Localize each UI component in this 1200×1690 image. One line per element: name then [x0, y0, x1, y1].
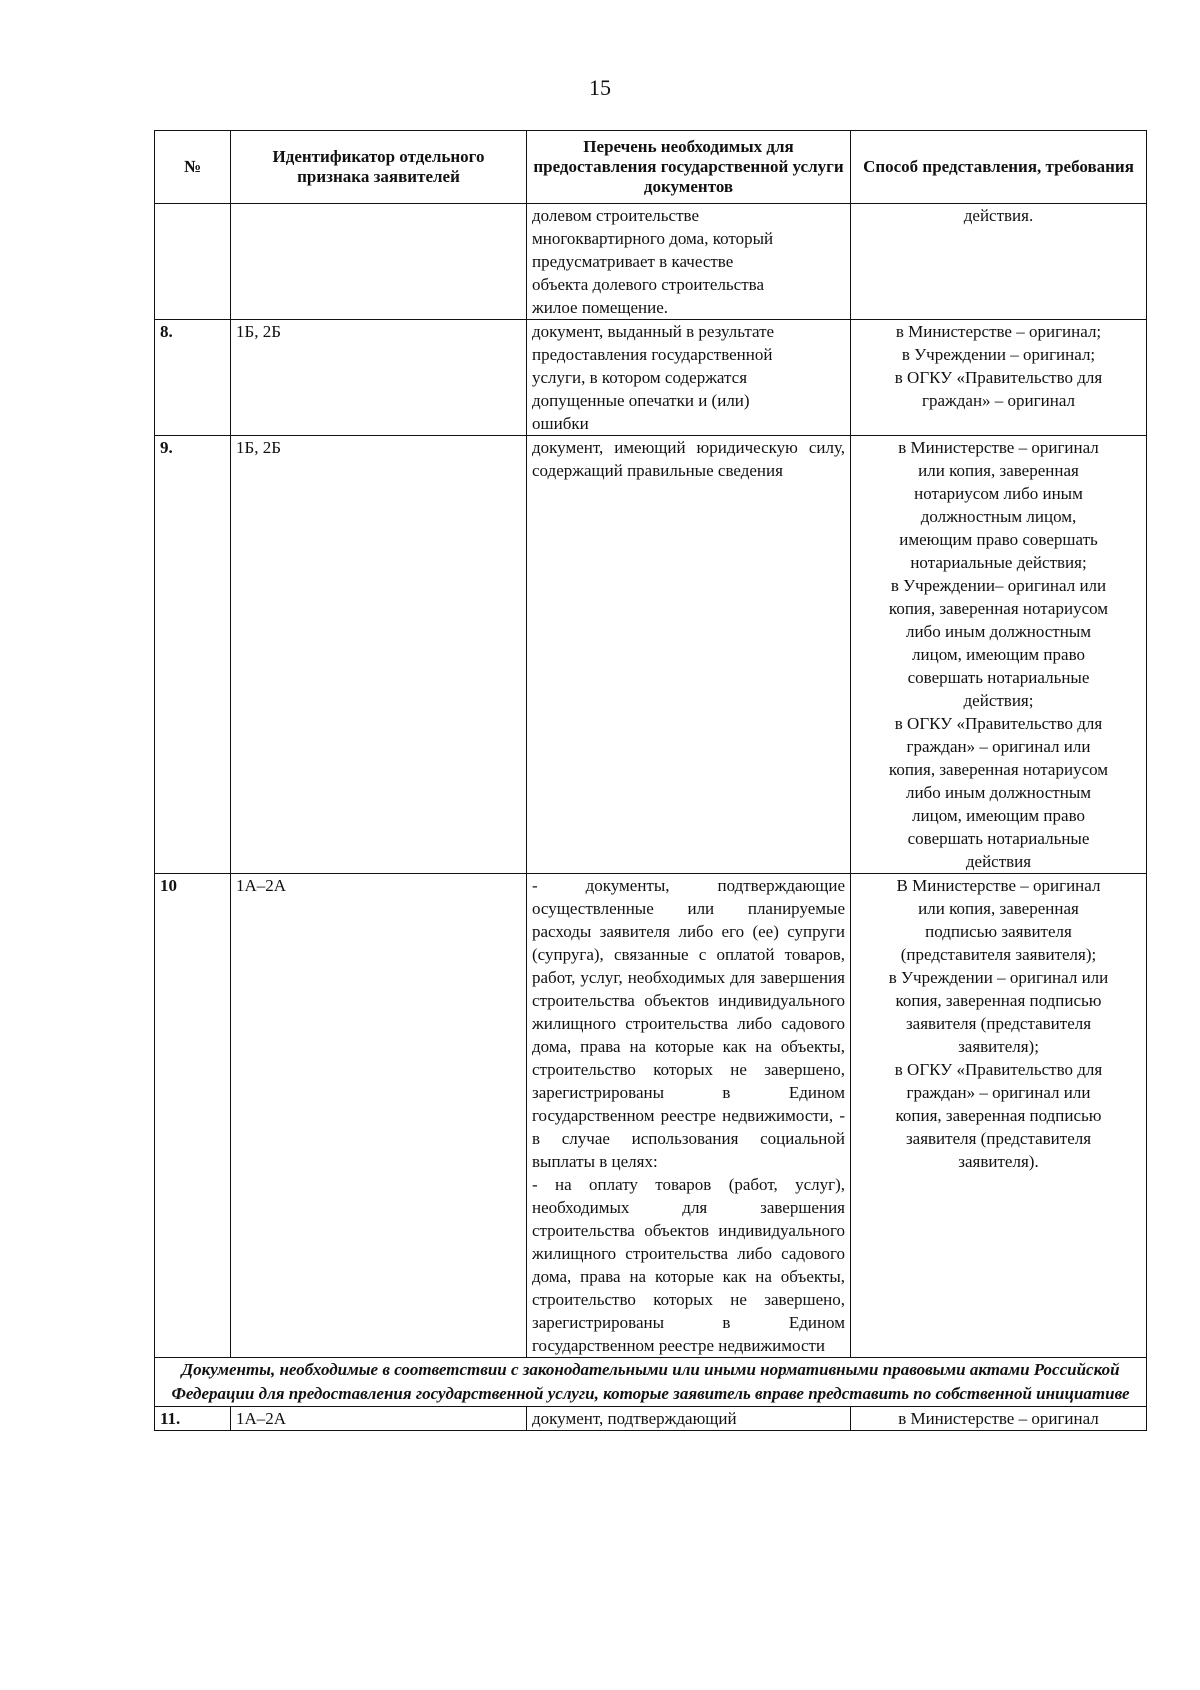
header-identifier: Идентификатор отдельного признака заявителей	[231, 131, 527, 204]
header-number: №	[155, 131, 231, 204]
cell-identifier	[231, 204, 527, 320]
text-line: в Учреждении– оригинал или	[890, 576, 1107, 595]
cell-method: в Министерстве – оригинал	[851, 1407, 1147, 1431]
section-heading: Документы, необходимые в соответствии с законодательными или иными нормативными правовыми актами Российской Федерации для предоставления государственной услуги, которые заявитель вправе представить по собственной инициативе	[155, 1358, 1147, 1407]
text-line: нотариальные действия;	[910, 553, 1087, 572]
text-line: предоставления государственной	[532, 345, 773, 364]
text-line: граждан» – оригинал или	[906, 737, 1091, 756]
text-line: подписью заявителя	[925, 922, 1072, 941]
text-line: лицом, имеющим право	[912, 645, 1085, 664]
text-line: действия.	[963, 206, 1034, 225]
text-line: нотариусом либо иным	[914, 484, 1083, 503]
cell-documents: документ, имеющий юридическую силу, содержащий правильные сведения	[527, 436, 851, 874]
text-line: заявителя).	[958, 1152, 1039, 1171]
page-number: 15	[589, 75, 611, 100]
text-line: услуги, в котором содержатся	[532, 368, 748, 387]
text-line: имеющим право совершать	[899, 530, 1098, 549]
cell-number: 11.	[155, 1407, 231, 1431]
cell-documents	[527, 320, 851, 436]
text-line: документ, выданный в результате	[532, 322, 775, 341]
table-row-10	[155, 874, 1147, 1358]
text-line: в Министерстве – оригинал	[898, 438, 1099, 457]
text-line: должностным лицом,	[920, 507, 1077, 526]
header-method: Способ представления, требования	[851, 131, 1147, 204]
text-line: граждан» – оригинал или	[906, 1083, 1091, 1102]
cell-documents: документ, подтверждающий	[527, 1407, 851, 1431]
text-line: допущенные опечатки и (или)	[532, 391, 750, 410]
text-line: копия, заверенная подписью	[895, 991, 1102, 1010]
cell-method	[851, 320, 1147, 436]
text-line: либо иным должностным	[905, 622, 1092, 641]
text-line: совершать нотариальные	[907, 668, 1090, 687]
table-row-11	[155, 1407, 1147, 1431]
text-paragraph: - на оплату товаров (работ, услуг), необходимых для завершения строительства объектов индивидуального жилищного строительства либо садового дома, права на которые как на объекты, строительство которых не завершено, зарегистрированы в Едином государственном реестре недвижимости	[532, 1175, 845, 1355]
text-line: или копия, заверенная	[918, 899, 1079, 918]
text-line: заявителя);	[958, 1037, 1039, 1056]
cell-number: 10	[155, 874, 231, 1358]
cell-documents	[527, 204, 851, 320]
cell-identifier: 1Б, 2Б	[231, 436, 527, 874]
text-line: (представителя заявителя);	[900, 945, 1097, 964]
text-line: заявителя (представителя	[905, 1129, 1092, 1148]
cell-number: 8.	[155, 320, 231, 436]
text-line: в ОГКУ «Правительство для	[894, 714, 1103, 733]
cell-method	[851, 204, 1147, 320]
text-line: объекта долевого строительства	[532, 275, 765, 294]
text-line: или копия, заверенная	[918, 461, 1079, 480]
text-line: в Учреждении – оригинал или	[888, 968, 1109, 987]
cell-identifier: 1А–2А	[231, 874, 527, 1358]
text-line: В Министерстве – оригинал	[896, 876, 1101, 895]
table-row-continuation	[155, 204, 1147, 320]
text-line: совершать нотариальные	[907, 829, 1090, 848]
cell-identifier: 1А–2А	[231, 1407, 527, 1431]
text-line: действия	[965, 852, 1032, 871]
header-documents: Перечень необходимых для предоставления государственной услуги документов	[527, 131, 851, 204]
text-line: действия;	[963, 691, 1034, 710]
text-line: в ОГКУ «Правительство для	[894, 1060, 1103, 1079]
table-header-row	[155, 131, 1147, 204]
text-line: копия, заверенная нотариусом	[888, 760, 1109, 779]
text-line: ошибки	[532, 414, 589, 433]
cell-identifier: 1Б, 2Б	[231, 320, 527, 436]
text-line: заявителя (представителя	[905, 1014, 1092, 1033]
table-row-8	[155, 320, 1147, 436]
text-line: многоквартирного дома, который	[532, 229, 774, 248]
text-line: в ОГКУ «Правительство для	[894, 368, 1103, 387]
text-line: долевом строительстве	[532, 206, 699, 225]
text-line: в Учреждении – оригинал;	[901, 345, 1096, 364]
cell-method	[851, 436, 1147, 874]
cell-number	[155, 204, 231, 320]
text-line: предусматривает в качестве	[532, 252, 734, 271]
cell-documents	[527, 874, 851, 1358]
text-line: копия, заверенная подписью	[895, 1106, 1102, 1125]
text-line: копия, заверенная нотариусом	[888, 599, 1109, 618]
table-row-9	[155, 436, 1147, 874]
cell-method	[851, 874, 1147, 1358]
cell-number: 9.	[155, 436, 231, 874]
text-line: лицом, имеющим право	[912, 806, 1085, 825]
text-line: граждан» – оригинал	[922, 391, 1075, 410]
text-paragraph: - документы, подтверждающие осуществленные или планируемые расходы заявителя либо его (ее) супруги (супруга), связанные с оплатой товаров, работ, услуг, необходимых для завершения строительства объектов индивидуального жилищного строительства либо садового дома, права на которые как на объекты, строительство которых не завершено, зарегистрированы в Едином государственном реестре недвижимости, - в случае использования социальной выплаты в целях:	[532, 876, 845, 1171]
text-line: в Министерстве – оригинал;	[895, 322, 1102, 341]
text-line: жилое помещение.	[532, 298, 669, 317]
documents-table	[154, 130, 1147, 1431]
text-line: либо иным должностным	[905, 783, 1092, 802]
table-section-row	[155, 1358, 1147, 1407]
